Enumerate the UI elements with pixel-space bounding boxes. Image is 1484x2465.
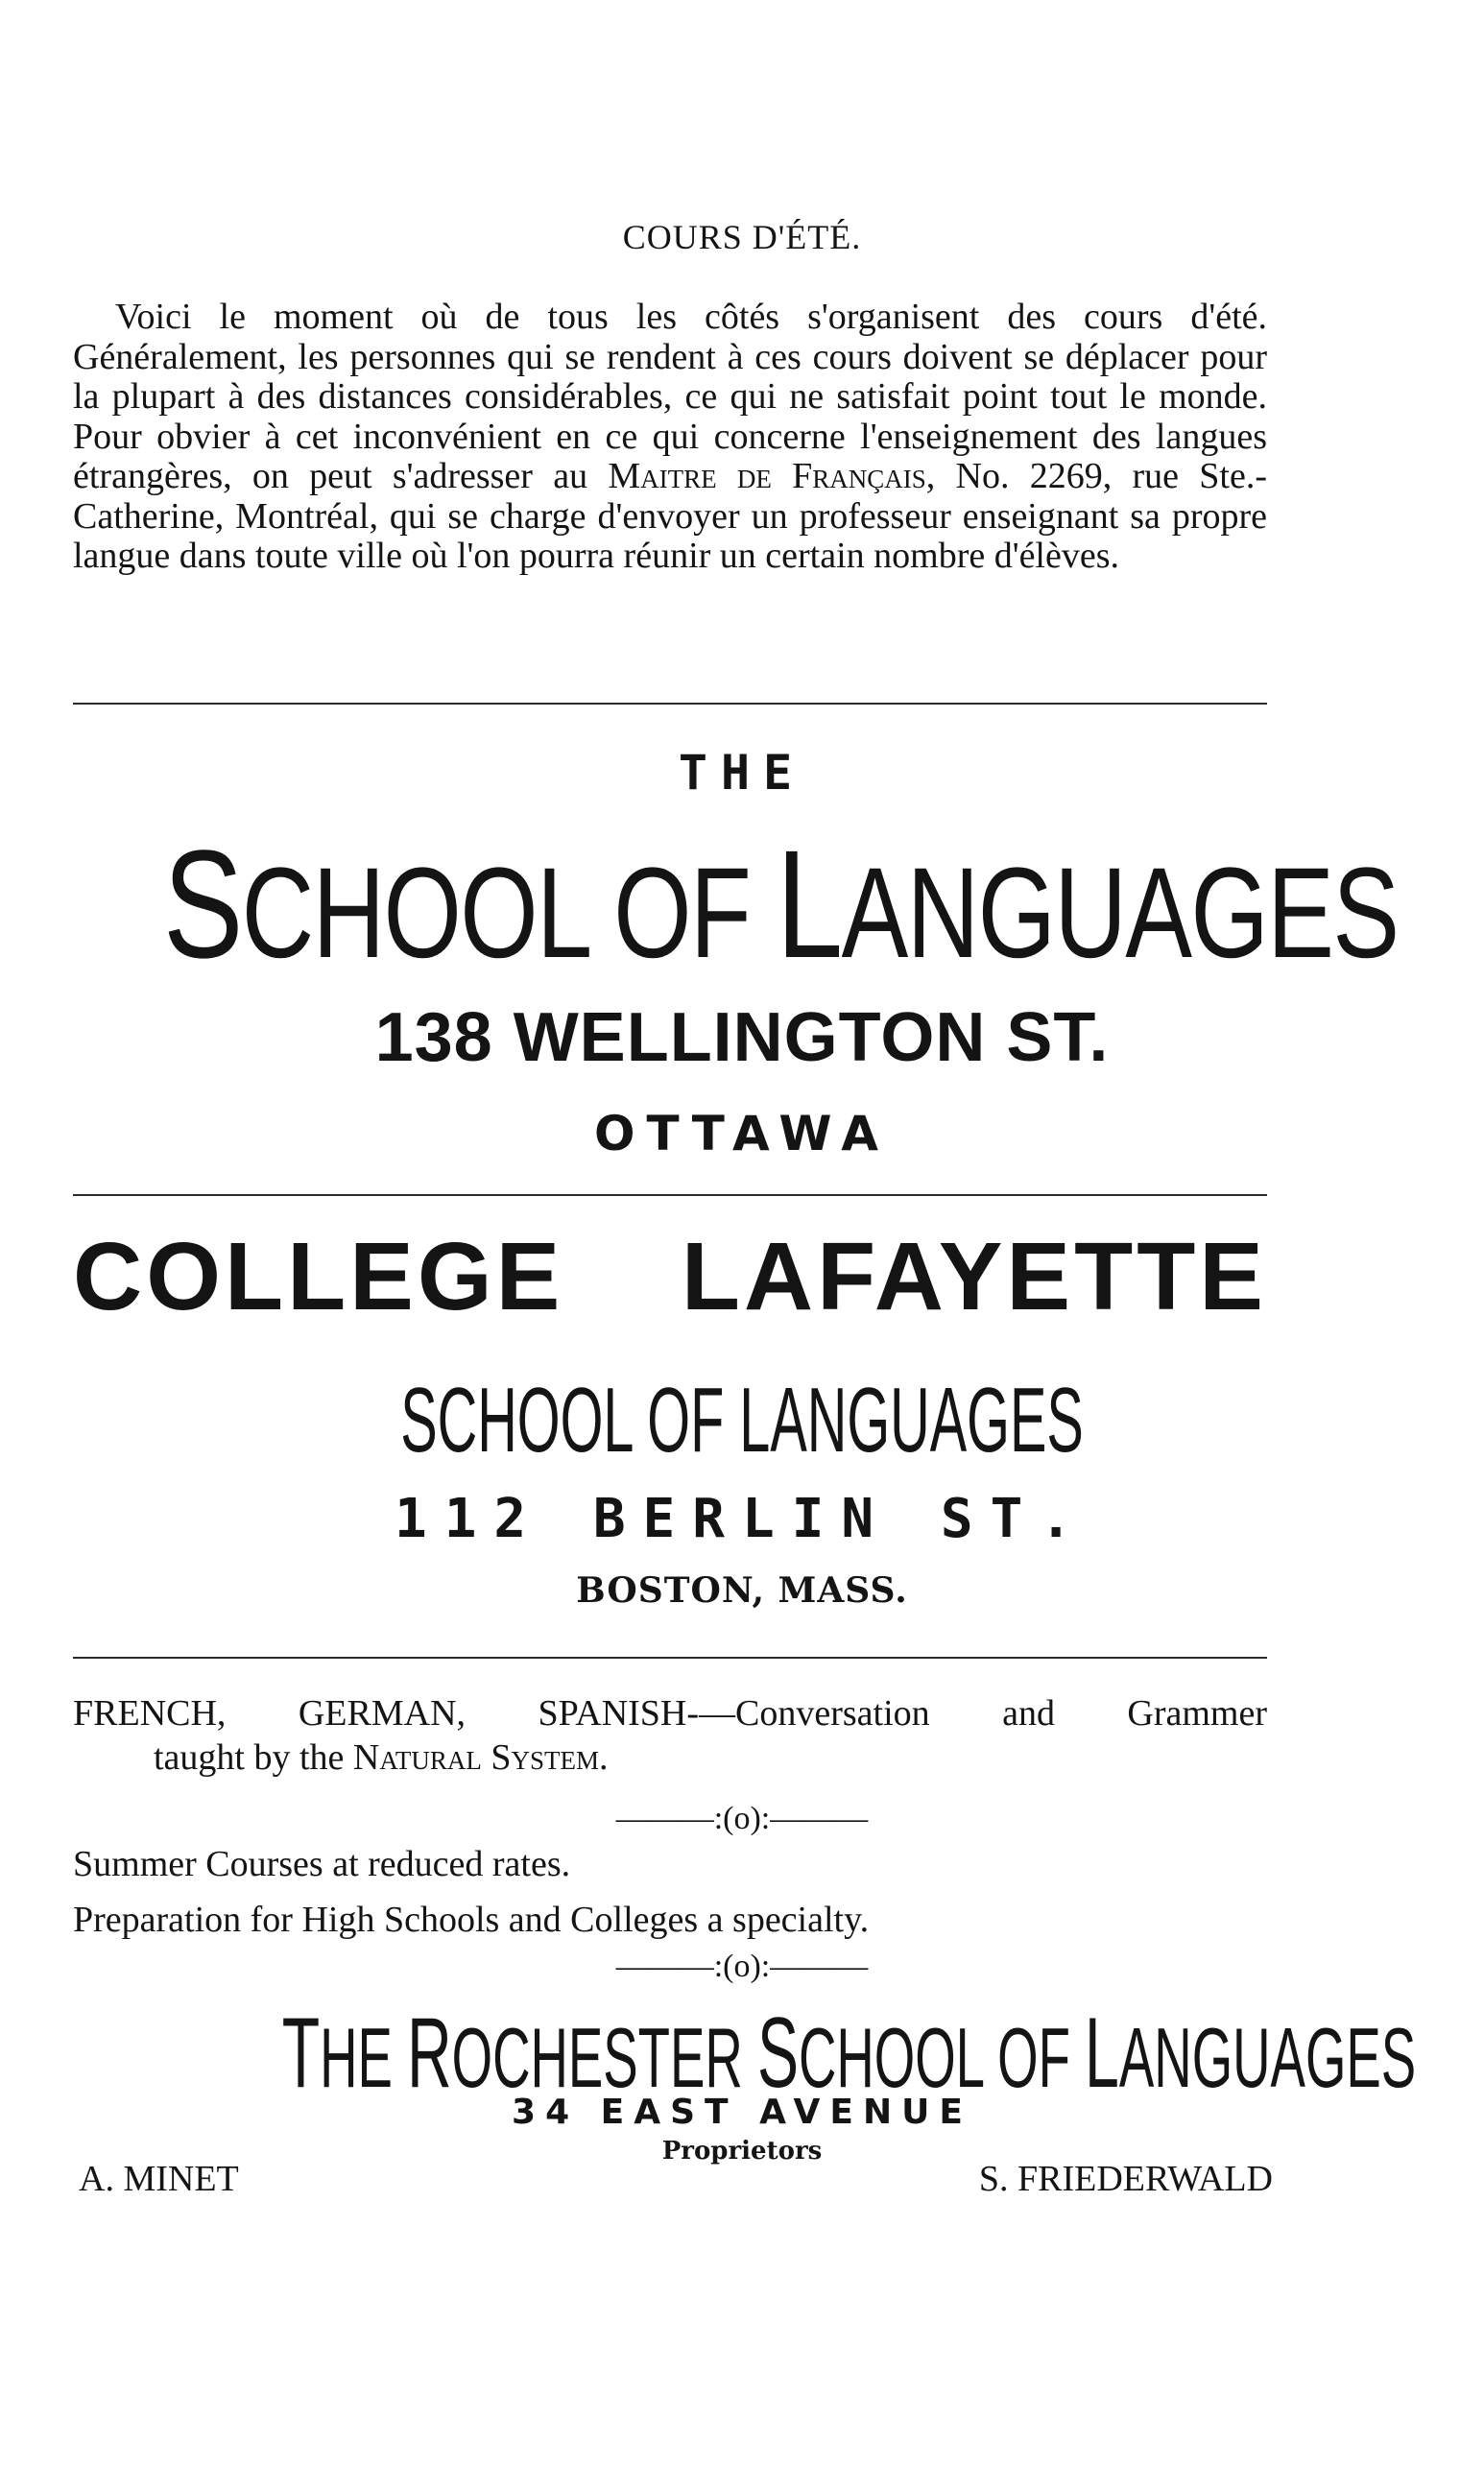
ornament-divider-2: ———:(o):——— bbox=[615, 1949, 869, 1984]
languages-line-2-prefix: taught by the bbox=[154, 1737, 353, 1778]
languages-offered bbox=[73, 1691, 1267, 1780]
cours-ete-title: COURS D'ÉTÉ. bbox=[622, 218, 862, 256]
summer-courses-line: Summer Courses at reduced rates. bbox=[73, 1844, 571, 1884]
rochester-title-rest-4: ANGUAGES bbox=[1118, 2010, 1417, 2105]
rochester-title-rest-1: HE bbox=[320, 2010, 408, 2105]
cours-ete-text-part1: Voici le moment où de tous les côtés s'organisent des cours d'été. Généralement, les personnes qui se rendent à ces cours doivent se déplacer pour la plupart à des distances considérables, ce qui ne satisfait point tout le monde. Pour obvier à cet inconvénient en ce qui concerne l'enseignement des langues étrangères, on peut s'adresser au bbox=[73, 297, 1267, 496]
ottawa-title-rest-2: ANGUAGES bbox=[841, 842, 1399, 985]
natural-system-label: Natural System. bbox=[352, 1737, 609, 1778]
rochester-title-rest-3: CHOOL OF bbox=[798, 2010, 1086, 2105]
ottawa-address: 138 WELLINGTON ST. bbox=[374, 999, 1110, 1076]
preparation-line: Preparation for High Schools and Colleges a specialty. bbox=[73, 1900, 870, 1940]
rochester-title-cap-l: L bbox=[1085, 1998, 1119, 2109]
rochester-title-rest-2: OCHESTER bbox=[451, 2010, 757, 2105]
proprietor-minet: A. MINET bbox=[79, 2159, 239, 2199]
proprietors-label: Proprietors bbox=[661, 2137, 823, 2166]
college-lafayette-subtitle: SCHOOL OF LANGUAGES bbox=[400, 1369, 1084, 1472]
college-lafayette-city: BOSTON, MASS. bbox=[576, 1570, 908, 1611]
divider-rule-1 bbox=[73, 703, 1267, 705]
cours-ete-paragraph bbox=[73, 298, 1267, 577]
ottawa-title-rest-1: CHOOL OF bbox=[241, 842, 777, 985]
cours-ete-maitre-de-francais: Maitre de Français bbox=[608, 456, 926, 496]
college-lafayette-title: COLLEGE LAFAYETTE bbox=[73, 1223, 1267, 1330]
ottawa-title-cap-s: S bbox=[163, 818, 242, 990]
cours-ete-text-part2: , No. 2269, rue Ste.-Catherine, Montréal, qui se charge d'envoyer un professeur enseignant sa propre langue dans toute ville où l'on pourra réunir un certain nombre d'élèves. bbox=[73, 456, 1267, 576]
rochester-title-cap-r: R bbox=[407, 1998, 452, 2109]
ornament-divider-1: ———:(o):——— bbox=[615, 1801, 869, 1836]
ottawa-school-title bbox=[163, 816, 1399, 993]
languages-line-1: FRENCH, GERMAN, SPANISH-—Conversation and Grammer bbox=[73, 1693, 1267, 1734]
college-lafayette-address: 112 BERLIN ST. bbox=[394, 1488, 1089, 1550]
rochester-title-cap-t: T bbox=[281, 1998, 321, 2109]
divider-rule-3 bbox=[73, 1657, 1267, 1659]
rochester-title-cap-s: S bbox=[756, 1998, 799, 2109]
ottawa-title-cap-l: L bbox=[776, 818, 842, 990]
languages-line-2 bbox=[73, 1735, 1267, 1780]
proprietor-friederwald: S. FRIEDERWALD bbox=[978, 2159, 1273, 2199]
the-label: THE bbox=[678, 745, 806, 801]
ottawa-city: OTTAWA bbox=[593, 1106, 891, 1161]
rochester-address: 34 EAST AVENUE bbox=[512, 2093, 972, 2132]
divider-rule-2 bbox=[73, 1194, 1267, 1196]
